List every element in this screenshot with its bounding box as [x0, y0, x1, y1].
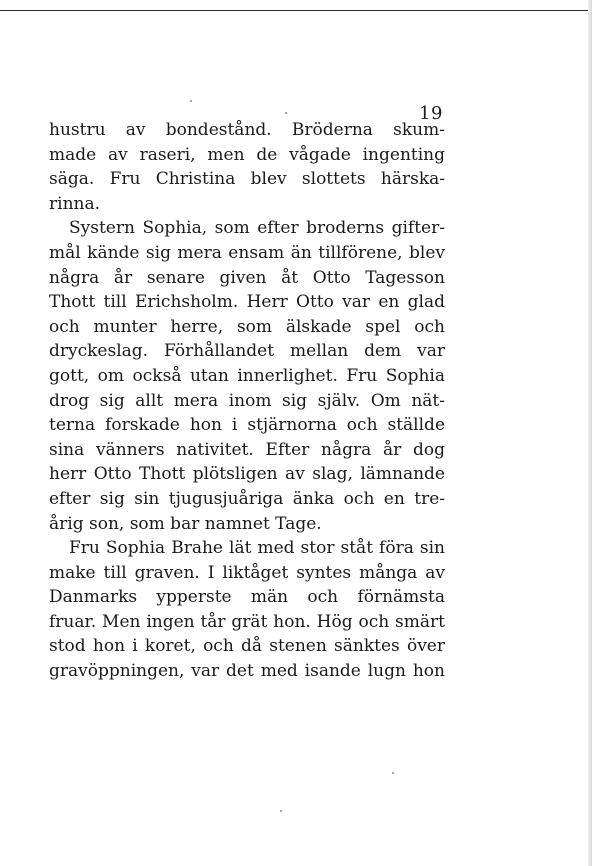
text-line: Danmarks ypperste män och förnämsta [49, 587, 445, 608]
text-line: gott, om också utan innerlighet. Fru Sophia [49, 365, 445, 386]
paper-speck [392, 772, 394, 774]
text-line: hustru av bondestånd. Bröderna skum- [49, 120, 445, 140]
text-line: Systern Sophia, som efter broderns gifter- [69, 218, 445, 239]
page-number: 19 [419, 103, 443, 124]
text-line: rinna. [49, 193, 100, 214]
text-line: sina vänners nativitet. Efter några år dog [49, 439, 445, 460]
text-line: gravöppningen, var det med isande lugn hon [49, 661, 445, 682]
text-line: säga. Fru Christina blev slottets härska- [49, 169, 445, 190]
top-border-line [0, 10, 592, 11]
text-line: herr Otto Thott plötsligen av slag, lämnande [49, 464, 445, 485]
text-line: fruar. Men ingen tår grät hon. Hög och smärt [49, 611, 445, 632]
text-line: dryckeslag. Förhållandet mellan dem var [49, 341, 445, 362]
paper-speck [190, 100, 192, 102]
text-line: Fru Sophia Brahe lät med stor ståt föra sin [69, 538, 445, 559]
text-line: efter sig sin tjugusjuåriga änka och en tre- [49, 488, 445, 509]
text-line: make till graven. I liktåget syntes många av [49, 562, 445, 583]
text-line: mål kände sig mera ensam än tillförene, blev [49, 242, 445, 263]
text-line: terna forskade hon i stjärnorna och ställde [49, 415, 445, 436]
text-line: stod hon i koret, och då stenen sänktes över [49, 636, 445, 657]
text-line: made av raseri, men de vågade ingenting [49, 144, 445, 165]
text-line: drog sig allt mera inom sig själv. Om nät- [49, 390, 445, 411]
paper-speck [280, 810, 282, 812]
text-line: årig son, som bar namnet Tage. [49, 513, 322, 534]
paper-speck [285, 112, 287, 114]
page-edge-shadow [588, 0, 592, 866]
text-line: Thott till Erichsholm. Herr Otto var en glad [49, 292, 445, 313]
text-line: och munter herre, som älskade spel och [49, 316, 445, 337]
body-text [49, 118, 445, 684]
text-line: några år senare given åt Otto Tagesson [49, 267, 445, 288]
